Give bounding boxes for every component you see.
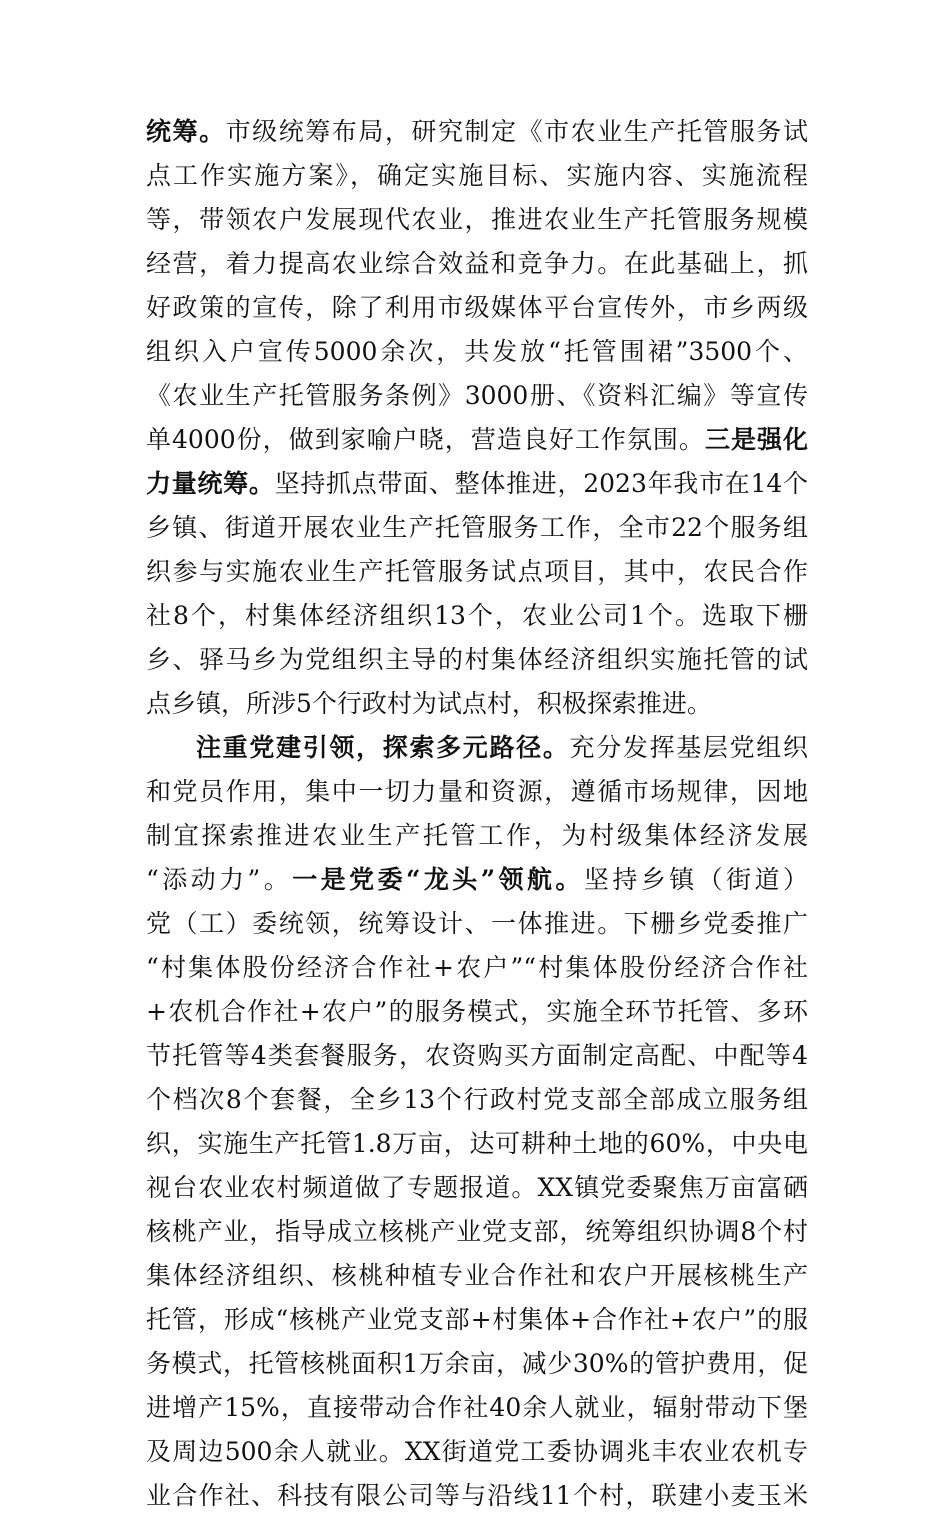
text-line xyxy=(146,286,808,330)
bold-heading-text: 三是强化 xyxy=(704,425,808,454)
text-line xyxy=(146,770,808,814)
text-line xyxy=(146,990,808,1034)
body-text: 好政策的宣传，除了利用市级媒体平台宣传外，市乡两级 xyxy=(146,293,808,322)
body-text: 托管，形成“核桃产业党支部+村集体+合作社+农户”的服 xyxy=(146,1305,808,1334)
bold-heading-text: 一是党委“龙头”领航。 xyxy=(292,865,584,894)
text-line xyxy=(146,1078,808,1122)
text-line xyxy=(146,198,808,242)
body-text: 组织入户宣传5000余次，共发放“托管围裙”3500个、 xyxy=(146,337,808,366)
text-line xyxy=(146,550,808,594)
body-text: 进增产15%，直接带动合作社40余人就业，辐射带动下堡 xyxy=(146,1393,808,1422)
body-text: 点工作实施方案》，确定实施目标、实施内容、实施流程 xyxy=(146,161,808,190)
text-line xyxy=(146,1254,808,1298)
text-line xyxy=(146,330,808,374)
text-line xyxy=(146,594,808,638)
body-text: 织，实施生产托管1.8万亩，达可耕种土地的60%，中央电 xyxy=(146,1129,808,1158)
body-text: 制宜探索推进农业生产托管工作，为村级集体经济发展 xyxy=(146,821,808,850)
text-line xyxy=(146,374,808,418)
text-line xyxy=(146,1298,808,1342)
body-text: 乡、驿马乡为党组织主导的村集体经济组织实施托管的试 xyxy=(146,645,808,674)
text-line xyxy=(146,682,808,726)
body-text: 坚持乡镇（街道） xyxy=(583,865,808,894)
text-line xyxy=(146,1166,808,1210)
text-line xyxy=(146,110,808,154)
body-text: 和党员作用，集中一切力量和资源，遵循市场规律，因地 xyxy=(146,777,808,806)
body-text: +农机合作社+农户”的服务模式，实施全环节托管、多环 xyxy=(146,997,808,1026)
bold-heading-text: 力量统筹。 xyxy=(146,469,275,498)
text-line xyxy=(146,418,808,462)
text-line xyxy=(146,1342,808,1386)
text-line xyxy=(146,1386,808,1430)
body-text: “添动力”。 xyxy=(146,865,293,894)
text-line xyxy=(146,1430,808,1474)
text-line xyxy=(146,814,808,858)
text-line xyxy=(146,1034,808,1078)
paragraph xyxy=(146,110,808,726)
document-body xyxy=(146,110,808,1518)
body-text: 充分发挥基层党组织 xyxy=(569,733,808,762)
body-text: 织参与实施农业生产托管服务试点项目，其中，农民合作 xyxy=(146,557,808,586)
text-line xyxy=(146,946,808,990)
body-text: 个档次8个套餐，全乡13个行政村党支部全部成立服务组 xyxy=(146,1085,808,1114)
text-line xyxy=(146,1474,808,1518)
body-text: 经营，着力提高农业综合效益和竞争力。在此基础上，抓 xyxy=(146,249,808,278)
text-line xyxy=(146,506,808,550)
text-line xyxy=(146,1122,808,1166)
text-line xyxy=(146,154,808,198)
body-text: 视台农业农村频道做了专题报道。XX镇党委聚焦万亩富硒 xyxy=(146,1173,808,1202)
body-text: 乡镇、街道开展农业生产托管服务工作，全市22个服务组 xyxy=(146,513,808,542)
body-text: 集体经济组织、核桃种植专业合作社和农户开展核桃生产 xyxy=(146,1261,808,1290)
body-text: 党（工）委统领，统筹设计、一体推进。下栅乡党委推广 xyxy=(146,909,808,938)
bold-heading-text: 统筹。 xyxy=(146,117,226,146)
body-text: 点乡镇，所涉5个行政村为试点村，积极探索推进。 xyxy=(146,689,712,718)
body-text: 及周边500余人就业。XX街道党工委协调兆丰农业农机专 xyxy=(146,1437,808,1466)
body-text: 等，带领农户发展现代农业，推进农业生产托管服务规模 xyxy=(146,205,808,234)
body-text: 社8个，村集体经济组织13个，农业公司1个。选取下栅 xyxy=(146,601,808,630)
body-text: 单4000份，做到家喻户晓，营造良好工作氛围。 xyxy=(146,425,705,454)
body-text: 业合作社、科技有限公司等与沿线11个村，联建小麦玉米 xyxy=(146,1481,808,1510)
body-text: 坚持抓点带面、整体推进，2023年我市在14个 xyxy=(274,469,808,498)
text-line xyxy=(146,1210,808,1254)
body-text: 节托管等4类套餐服务，农资购买方面制定高配、中配等4 xyxy=(146,1041,808,1070)
text-line xyxy=(146,242,808,286)
body-text: 核桃产业，指导成立核桃产业党支部，统筹组织协调8个村 xyxy=(146,1217,808,1246)
text-line xyxy=(146,858,808,902)
body-text: 《农业生产托管服务条例》3000册、《资料汇编》等宣传 xyxy=(146,381,808,410)
text-line xyxy=(146,902,808,946)
text-line xyxy=(146,462,808,506)
bold-heading-text: 注重党建引领，探索多元路径。 xyxy=(196,733,570,762)
text-line xyxy=(146,638,808,682)
body-text: 市级统筹布局，研究制定《市农业生产托管服务试 xyxy=(225,117,808,146)
text-line xyxy=(146,726,808,770)
body-text: “村集体股份经济合作社+农户”“村集体股份经济合作社 xyxy=(146,953,808,982)
body-text: 务模式，托管核桃面积1万余亩，减少30%的管护费用，促 xyxy=(146,1349,808,1378)
paragraph xyxy=(146,726,808,1518)
